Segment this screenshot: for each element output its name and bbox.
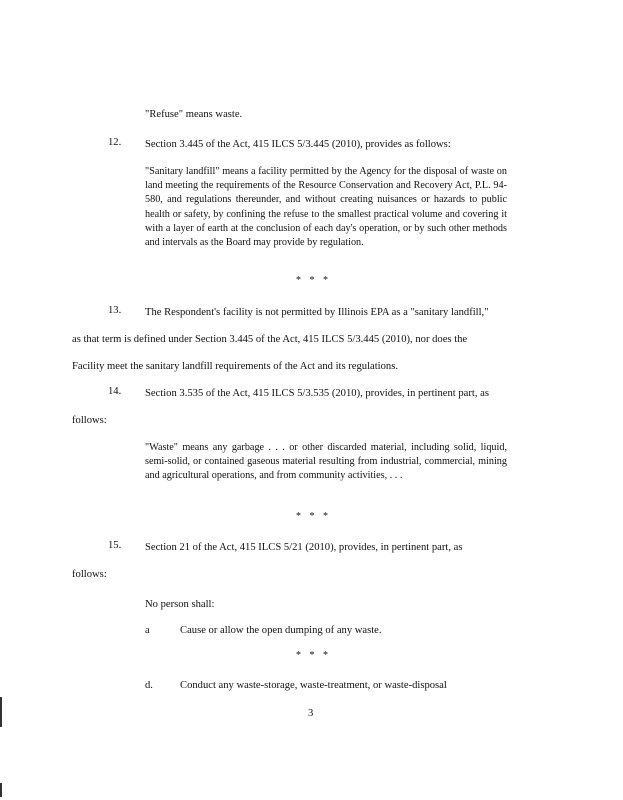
ellipsis-stars-1: * * * — [296, 275, 331, 286]
page-number: 3 — [308, 708, 314, 719]
paragraph-15-line-2: follows: — [72, 569, 107, 580]
paragraph-12-text: Section 3.445 of the Act, 415 ILCS 5/3.445 (2010), provides as follows: — [145, 139, 451, 150]
item-d-label: d. — [145, 680, 153, 691]
scan-edge-mark-bottom — [0, 783, 2, 797]
sanitary-landfill-quote: "Sanitary landfill" means a facility permitted by the Agency for the disposal of waste on land meeting the requirements of the Resource Conservation and Recovery Act, P.L. 94-580, and regulations thereunder, and without creating nuisances or hazards to public health or safety, by confining the refuse to the smallest practical volume and covering it with a layer of earth at the conclusion of each day's operation, or by such other methods and intervals as the Board may provide by regulation. — [145, 166, 507, 249]
item-a-text: Cause or allow the open dumping of any waste. — [180, 625, 382, 636]
refuse-definition: "Refuse" means waste. — [145, 109, 243, 120]
paragraph-12-number: 12. — [108, 137, 122, 148]
scan-edge-mark — [0, 697, 2, 727]
waste-definition-quote: "Waste" means any garbage . . . or other discarded material, including solid, liquid, semi-solid, or contained gaseous material resulting from industrial, commercial, mining and agricultural operations, and from community activities, . . . — [145, 442, 507, 482]
paragraph-13-number: 13. — [108, 305, 122, 316]
paragraph-13-line-1: The Respondent's facility is not permitted by Illinois EPA as a "sanitary landfill," — [145, 307, 489, 318]
item-a-label: a — [145, 625, 150, 636]
paragraph-15-number: 15. — [108, 540, 122, 551]
no-person-shall-intro: No person shall: — [145, 599, 215, 610]
paragraph-14-line-2: follows: — [72, 415, 107, 426]
paragraph-13-line-2: as that term is defined under Section 3.445 of the Act, 415 ILCS 5/3.445 (2010), nor does the — [72, 334, 468, 345]
item-d-text: Conduct any waste-storage, waste-treatment, or waste-disposal — [180, 680, 447, 691]
paragraph-14-line-1: Section 3.535 of the Act, 415 ILCS 5/3.535 (2010), provides, in pertinent part, as — [145, 388, 489, 399]
paragraph-14-number: 14. — [108, 386, 122, 397]
ellipsis-stars-2: * * * — [296, 511, 331, 522]
ellipsis-stars-3: * * * — [296, 650, 331, 661]
paragraph-15-line-1: Section 21 of the Act, 415 ILCS 5/21 (2010), provides, in pertinent part, as — [145, 542, 463, 553]
paragraph-13-line-3: Facility meet the sanitary landfill requirements of the Act and its regulations. — [72, 361, 398, 372]
